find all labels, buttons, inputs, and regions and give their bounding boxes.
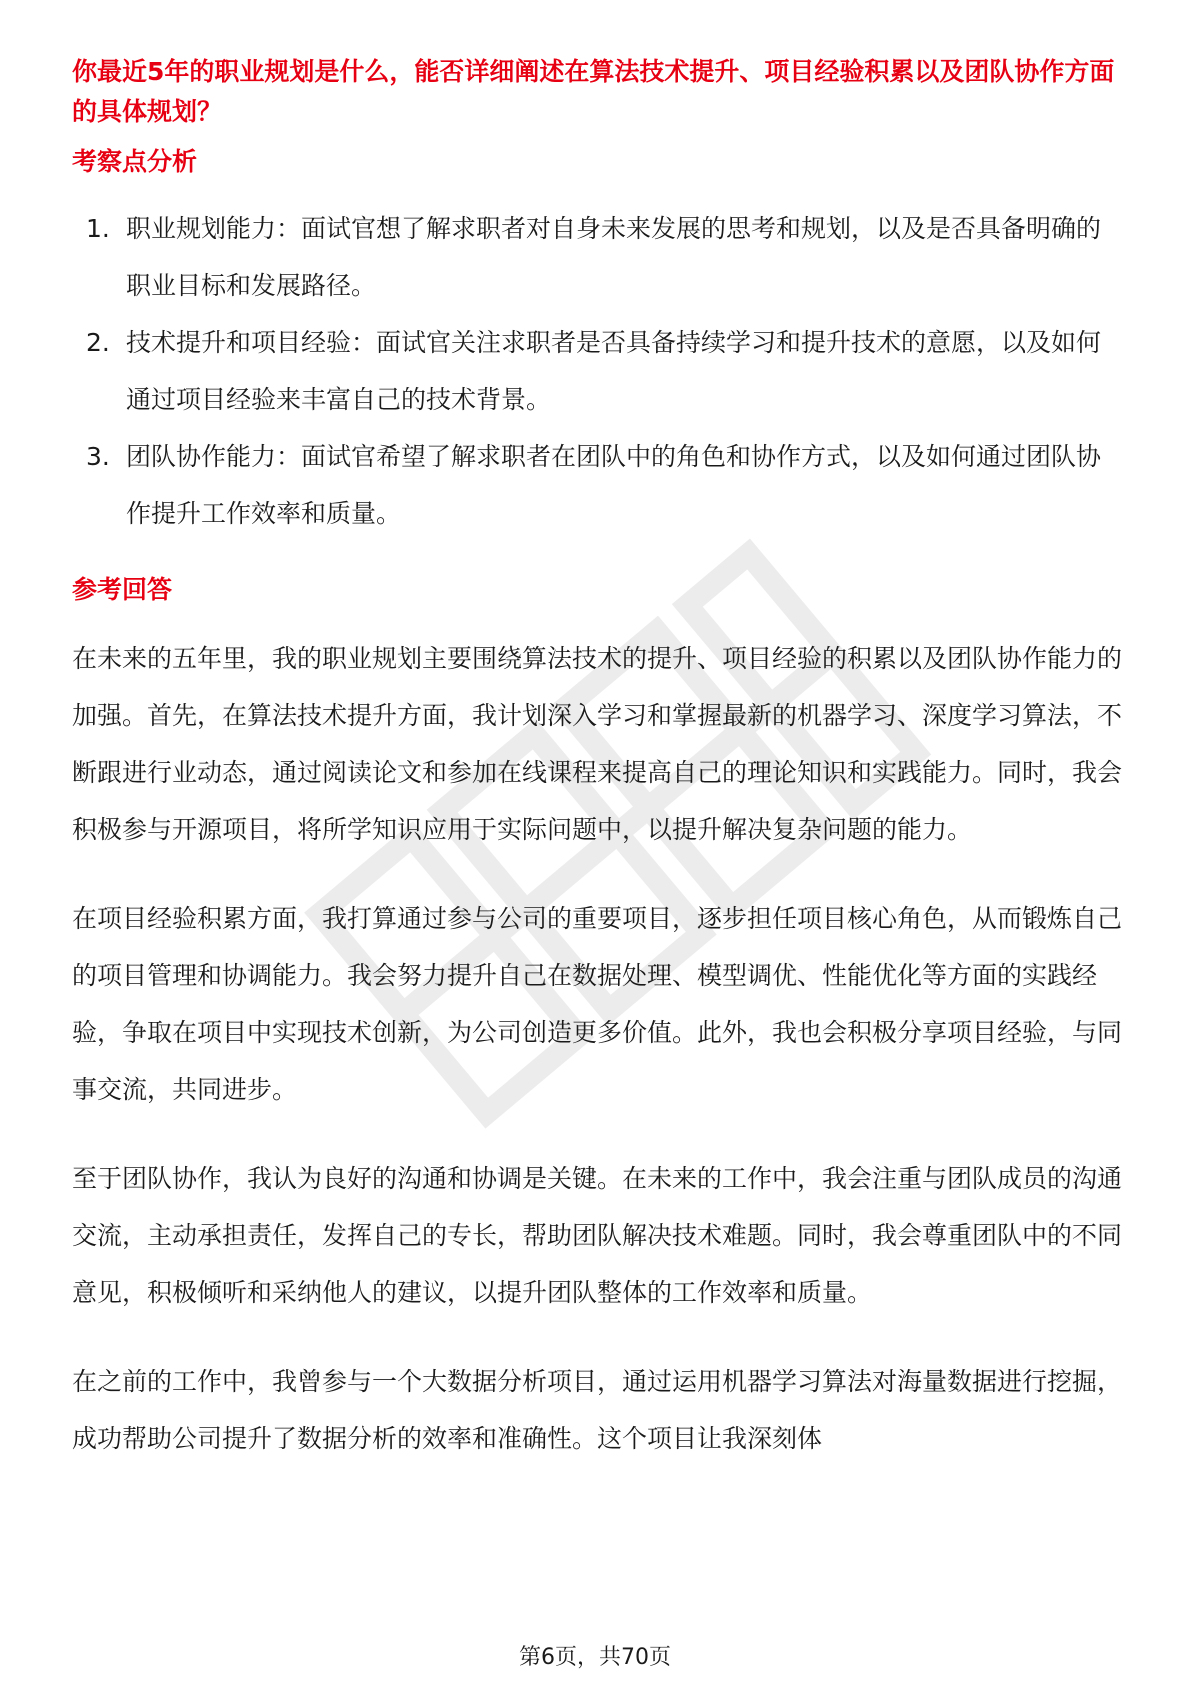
list-item xyxy=(72,200,1122,314)
list-item-number: 1. xyxy=(86,214,110,243)
answer-paragraph: 在未来的五年里，我的职业规划主要围绕算法技术的提升、项目经验的积累以及团队协作能力的加强。首先，在算法技术提升方面，我计划深入学习和掌握最新的机器学习、深度学习算法，不断跟进行业动态，通过阅读论文和参加在线课程来提高自己的理论知识和实践能力。同时，我会积极参与开源项目，将所学知识应用于实际问题中，以提升解决复杂问题的能力。 xyxy=(72,644,1123,844)
list-item xyxy=(72,314,1122,428)
answer-paragraph: 在项目经验积累方面，我打算通过参与公司的重要项目，逐步担任项目核心角色，从而锻炼自己的项目管理和协调能力。我会努力提升自己在数据处理、模型调优、性能优化等方面的实践经验，争取在项目中实现技术创新，为公司创造更多价值。此外，我也会积极分享项目经验，与同事交流，共同进步。 xyxy=(72,904,1123,1104)
list-item-number: 2. xyxy=(86,328,110,357)
list-item xyxy=(72,428,1122,542)
list-item-text: 技术提升和项目经验：面试官关注求职者是否具备持续学习和提升技术的意愿，以及如何通过项目经验来丰富自己的技术背景。 xyxy=(126,328,1102,414)
answer-heading: 参考回答 xyxy=(72,575,173,604)
list-item-number: 3. xyxy=(86,442,110,471)
document-page xyxy=(72,52,1122,1467)
answer-paragraph: 至于团队协作，我认为良好的沟通和协调是关键。在未来的工作中，我会注重与团队成员的沟通交流，主动承担责任，发挥自己的专长，帮助团队解决技术难题。同时，我会尊重团队中的不同意见，积极倾听和采纳他人的建议，以提升团队整体的工作效率和质量。 xyxy=(72,1164,1123,1307)
analysis-heading: 考察点分析 xyxy=(72,147,198,176)
question-title: 你最近5年的职业规划是什么，能否详细阐述在算法技术提升、项目经验积累以及团队协作方面的具体规划？ xyxy=(72,57,1115,126)
list-item-text: 职业规划能力：面试官想了解求职者对自身未来发展的思考和规划，以及是否具备明确的职业目标和发展路径。 xyxy=(126,214,1102,300)
answer-paragraph: 在之前的工作中，我曾参与一个大数据分析项目，通过运用机器学习算法对海量数据进行挖掘，成功帮助公司提升了数据分析的效率和准确性。这个项目让我深刻体 xyxy=(72,1367,1123,1453)
list-item-text: 团队协作能力：面试官希望了解求职者在团队中的角色和协作方式，以及如何通过团队协作提升工作效率和质量。 xyxy=(126,442,1102,528)
analysis-list xyxy=(72,200,1122,542)
page-number-footer: 第6页，共70页 xyxy=(519,1645,671,1670)
